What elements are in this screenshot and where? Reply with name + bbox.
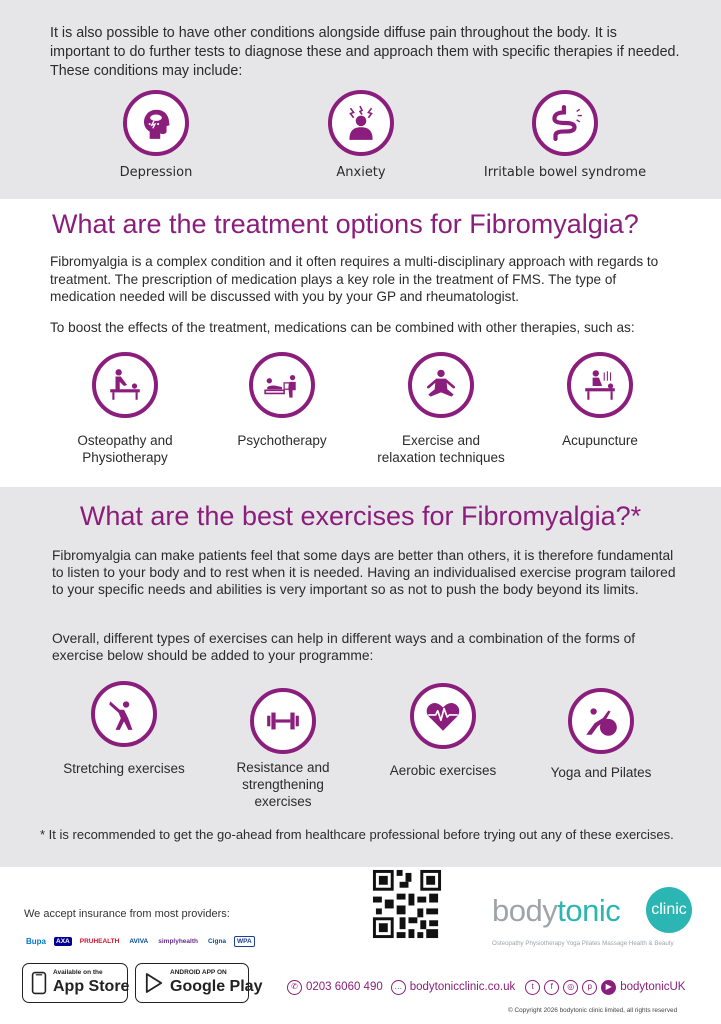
pinterest-icon[interactable]: p	[582, 980, 597, 995]
treatment-label-exercise	[346, 432, 536, 466]
exercise-label-resistance	[208, 759, 358, 810]
pilates-ball-icon	[568, 688, 634, 754]
exercise-label-line: exercises	[254, 794, 312, 809]
insurer-logo: AVIVA	[129, 937, 149, 945]
qr-code-graphic	[370, 867, 444, 941]
phone-icon: ✆	[287, 980, 302, 995]
insurance-text: We accept insurance from most providers:	[24, 908, 230, 920]
chat-icon: …	[391, 980, 406, 995]
google-play-small-text: ANDROID APP ON	[170, 969, 227, 976]
exercise-label-line: Aerobic exercises	[389, 763, 497, 778]
exercise-label-line: Stretching exercises	[63, 761, 185, 776]
treatment-label-line: Psychotherapy	[237, 433, 327, 448]
google-play-button[interactable]	[135, 963, 263, 1003]
brand-clinic-badge: clinic	[646, 887, 692, 933]
youtube-icon[interactable]: ▶	[601, 980, 616, 995]
treatment-paragraph-1: Fibromyalgia is a complex condition and it often requires a multi-disciplinary approach with regards to treatment. The prescription of medication plays a key role in the treatment of FMS. The type of medication needed will be discussed with you by your GP and rheumatologist.	[50, 254, 659, 304]
depression-head-icon	[123, 90, 189, 156]
conditions-intro: It is also possible to have other conditions alongside diffuse pain throughout the body. It is important to do further tests to diagnose these and approach them with specific therapies if needed. These conditions may include:	[50, 25, 680, 79]
insurer-logo: PRUHEALTH	[79, 937, 120, 945]
stretching-icon	[91, 681, 157, 747]
therapy-couch-icon	[249, 352, 315, 418]
treatment-heading: What are the treatment options for Fibromyalgia?	[52, 209, 639, 239]
exercises-footnote: * It is recommended to get the go-ahead from healthcare professional before trying out any of these exercises.	[40, 827, 674, 842]
exercise-label-line: strengthening	[242, 777, 324, 792]
insurer-logo: simplyhealth	[158, 937, 198, 945]
condition-label-depression: Depression	[119, 165, 193, 180]
exercises-paragraph-1: Fibromyalgia can make patients feel that some days are better than others, it is therefore fundamental to listen to your body and to rest when it is needed. Having an individualised exercise program tailored to your specific needs and abilities is very important so as not to push the body beyond its limits.	[52, 548, 676, 597]
exercise-label-line: Yoga and Pilates	[550, 765, 652, 780]
app-store-big-text: App Store	[53, 978, 130, 995]
treatment-label-psychotherapy	[212, 432, 352, 449]
treatment-label-acupuncture	[530, 432, 670, 449]
exercise-label-line: Resistance and	[236, 760, 330, 775]
twitter-icon[interactable]: t	[525, 980, 540, 995]
app-store-button[interactable]	[22, 963, 128, 1003]
treatment-paragraph-2: To boost the effects of the treatment, medications can be combined with other therapies, such as:	[50, 320, 635, 335]
phone-icon	[31, 971, 47, 995]
exercises-heading: What are the best exercises for Fibromyalgia?*	[79, 501, 642, 531]
instagram-icon[interactable]: ◎	[563, 980, 578, 995]
exercises-section	[0, 487, 721, 867]
treatment-label-line: Physiotherapy	[82, 450, 168, 465]
brand-wordmark	[492, 893, 620, 929]
exercise-label-aerobic	[368, 762, 518, 779]
heart-rate-icon	[410, 683, 476, 749]
insurer-logos	[24, 933, 254, 949]
play-icon	[145, 973, 163, 993]
treatment-label-line: Acupuncture	[562, 433, 638, 448]
massage-table-icon	[92, 352, 158, 418]
bodytonic-logo	[492, 887, 702, 947]
condition-label-ibs: Irritable bowel syndrome	[483, 165, 647, 180]
intestine-icon	[532, 90, 598, 156]
treatment-label-osteopathy	[55, 432, 195, 466]
treatment-section	[0, 199, 721, 487]
brand-tagline: Osteopathy Physiotherapy Yoga Pilates Massage Health & Beauty	[492, 940, 674, 947]
copyright-text: © Copyright 2026 bodytonic clinic limited, all rights reserved	[508, 1007, 678, 1014]
insurer-logo: WPA	[234, 936, 255, 947]
footer	[0, 867, 721, 1024]
brand-word-body: body	[492, 893, 558, 928]
qr-code[interactable]	[362, 867, 452, 947]
google-play-big-text: Google Play	[170, 978, 263, 995]
insurer-logo: AXA	[56, 937, 70, 945]
anxiety-person-icon	[328, 90, 394, 156]
contact-bar	[287, 978, 685, 996]
dumbbell-icon	[250, 688, 316, 754]
facebook-icon[interactable]: f	[544, 980, 559, 995]
conditions-section	[0, 0, 721, 199]
social-handle[interactable]: bodytonicUK	[620, 981, 686, 993]
app-store-small-text: Available on the	[53, 969, 103, 976]
treatment-label-line: Osteopathy and	[77, 433, 173, 448]
exercise-label-stretching	[44, 760, 204, 777]
treatment-label-line: relaxation techniques	[377, 450, 505, 465]
treatment-label-line: Exercise and	[401, 433, 481, 448]
brand-word-tonic: tonic	[557, 893, 621, 928]
acupuncture-icon	[567, 352, 633, 418]
exercise-label-yoga	[526, 764, 676, 781]
insurer-logo: Cigna	[207, 937, 227, 945]
meditation-icon	[408, 352, 474, 418]
exercises-paragraph-2: Overall, different types of exercises can help in different ways and a combination of the forms of exercise below should be added to your programme:	[52, 631, 636, 663]
condition-label-anxiety: Anxiety	[336, 165, 386, 180]
insurer-logo: Bupa	[26, 936, 46, 946]
phone-number[interactable]: 0203 6060 490	[306, 981, 383, 993]
website-link[interactable]: bodytonicclinic.co.uk	[409, 981, 516, 993]
